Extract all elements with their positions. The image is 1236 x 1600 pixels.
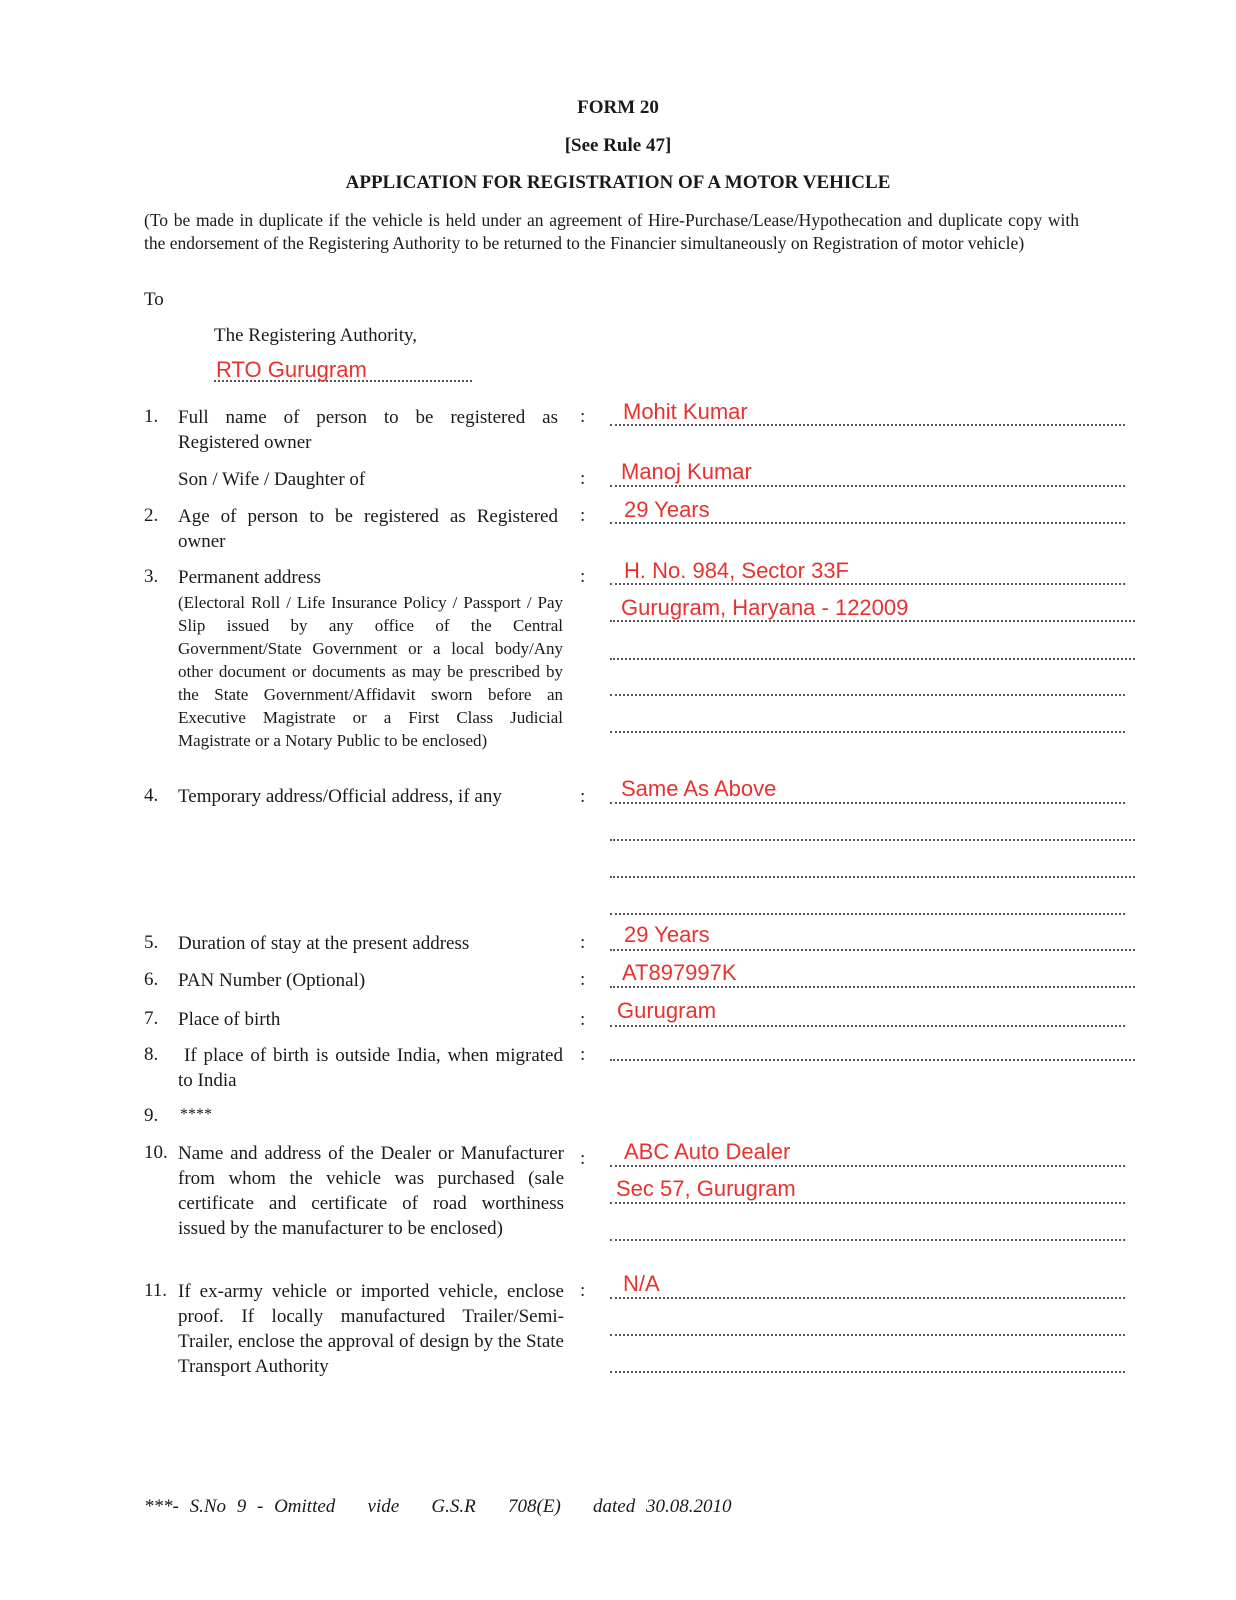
permanent-address-line-5 xyxy=(610,721,1125,733)
omitted-item: **** xyxy=(180,1106,212,1123)
temporary-address-label: Temporary address/Official address, if any xyxy=(178,786,502,807)
temporary-address-line-2 xyxy=(610,829,1135,841)
stay-duration-value[interactable]: 29 Years xyxy=(624,922,710,947)
item-number: 5. xyxy=(144,932,159,953)
colon: : xyxy=(580,468,586,489)
item-number: 9. xyxy=(144,1105,159,1126)
birth-place-value[interactable]: Gurugram xyxy=(617,998,717,1023)
migration-line xyxy=(610,1049,1135,1061)
permanent-address-value-1[interactable]: H. No. 984, Sector 33F xyxy=(624,558,849,583)
temporary-address-line-3 xyxy=(610,866,1135,878)
form-title: APPLICATION FOR REGISTRATION OF A MOTOR VEHICLE xyxy=(345,172,891,193)
colon: : xyxy=(580,932,586,953)
colon: : xyxy=(580,1044,586,1065)
dealer-value-2[interactable]: Sec 57, Gurugram xyxy=(616,1176,796,1201)
to-label: To xyxy=(144,289,164,310)
birth-place-label: Place of birth xyxy=(178,1009,281,1030)
age-label: Age of person to be registered as Registered owner xyxy=(178,506,558,552)
footnote: ***- S.No 9 - Omitted vide G.S.R 708(E) dated 30.08.2010 xyxy=(144,1496,732,1517)
permanent-address-line-3 xyxy=(610,648,1135,660)
item-number: 10. xyxy=(144,1142,168,1163)
relation-value[interactable]: Manoj Kumar xyxy=(621,459,752,484)
permanent-address-label: Permanent address xyxy=(178,567,321,588)
item-number: 1. xyxy=(144,406,159,427)
item-number: 2. xyxy=(144,505,159,526)
item-number: 11. xyxy=(144,1280,168,1301)
colon: : xyxy=(580,1009,586,1030)
age-value[interactable]: 29 Years xyxy=(624,497,710,522)
full-name-value[interactable]: Mohit Kumar xyxy=(623,399,748,424)
migration-label: If place of birth is outside India, when migrated to India xyxy=(178,1045,563,1091)
dealer-line-3 xyxy=(610,1229,1125,1241)
colon: : xyxy=(580,406,586,427)
ex-army-line-2 xyxy=(610,1324,1125,1336)
pan-label: PAN Number (Optional) xyxy=(178,970,366,991)
pan-value[interactable]: AT897997K xyxy=(622,960,737,985)
item-number: 8. xyxy=(144,1044,159,1065)
item-number: 3. xyxy=(144,566,159,587)
authority-value[interactable]: RTO Gurugram xyxy=(216,357,367,382)
relation-label: Son / Wife / Daughter of xyxy=(178,469,366,490)
dealer-label: Name and address of the Dealer or Manufacturer from whom the vehicle was purchased (sale certificate and certificate of road worthiness issued by the manufacturer to be enclosed) xyxy=(178,1143,564,1239)
ex-army-line-1 xyxy=(610,1287,1125,1299)
form-rule: [See Rule 47] xyxy=(564,135,672,156)
item-number: 7. xyxy=(144,1008,159,1029)
colon: : xyxy=(580,786,586,807)
ex-army-value[interactable]: N/A xyxy=(623,1271,660,1296)
item-number: 6. xyxy=(144,969,159,990)
temporary-address-line-4 xyxy=(610,903,1125,915)
colon: : xyxy=(580,1148,586,1169)
colon: : xyxy=(580,566,586,587)
temporary-address-value[interactable]: Same As Above xyxy=(621,776,777,801)
form-note: (To be made in duplicate if the vehicle is held under an agreement of Hire-Purchase/Lease/Hypothecation and duplicate copy with the endorsement of the Registering Authority to be returned to the Financier simultaneously on Registration of motor vehicle) xyxy=(144,210,1079,253)
authority-label: The Registering Authority, xyxy=(214,325,417,346)
item-number: 4. xyxy=(144,785,159,806)
permanent-address-note: (Electoral Roll / Life Insurance Policy / Passport / Pay Slip issued by any office of the Central Government/State Government or a local body/Any other document or documents as may be prescribed by the State Government/Affidavit sworn before an Executive Magistrate or a First Class Judicial Magistrate or a Notary Public to be enclosed) xyxy=(178,593,563,750)
permanent-address-line-4 xyxy=(610,684,1125,696)
colon: : xyxy=(580,505,586,526)
colon: : xyxy=(580,969,586,990)
full-name-label: Full name of person to be registered as Registered owner xyxy=(178,407,558,453)
stay-duration-label: Duration of stay at the present address xyxy=(178,933,470,954)
ex-army-line-3 xyxy=(610,1361,1125,1373)
colon: : xyxy=(580,1280,586,1301)
form-number: FORM 20 xyxy=(577,97,659,118)
ex-army-label: If ex-army vehicle or imported vehicle, enclose proof. If locally manufactured Trailer/Semi-Trailer, enclose the approval of design by the State Transport Authority xyxy=(178,1281,564,1377)
dealer-value-1[interactable]: ABC Auto Dealer xyxy=(624,1139,791,1164)
permanent-address-value-2[interactable]: Gurugram, Haryana - 122009 xyxy=(621,595,909,620)
